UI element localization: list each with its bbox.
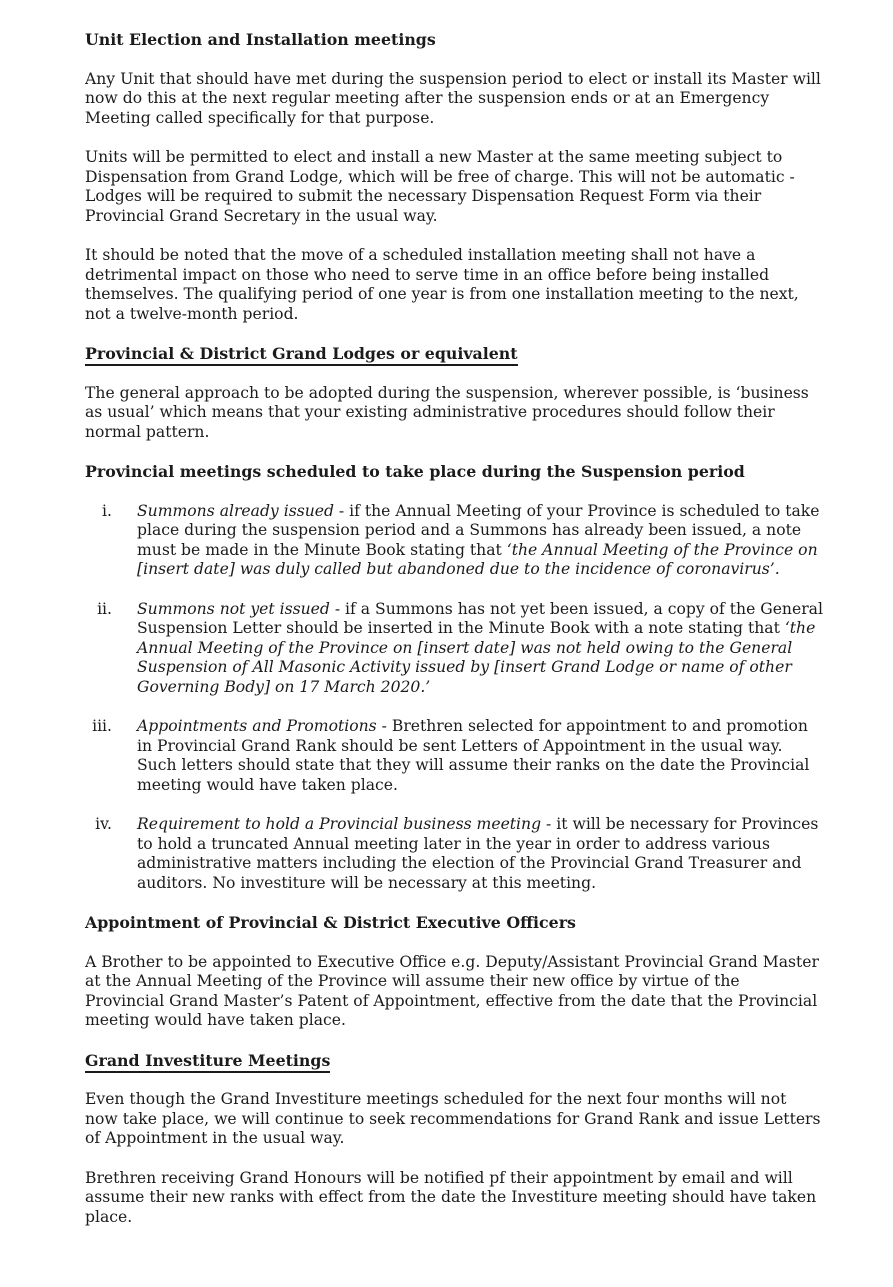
item-quote-italic: ‘the Annual Meeting of the Province on [insert date] was duly called but abandoned due to the incidence of coronavirus’. xyxy=(137,540,818,578)
paragraph-executive-office: A Brother to be appointed to Executive Office e.g. Deputy/Assistant Provincial Grand Master at the Annual Meeting of the Province will assume their new office by virtue of the Provincial Grand Master’s Patent of Appointment, effective from the date that the Provincial meeting would have taken place. xyxy=(85,952,819,1029)
item-lead-italic: Requirement to hold a Provincial business meeting xyxy=(137,815,542,833)
list-item-i xyxy=(85,502,823,580)
underlined-heading-text: Provincial & District Grand Lodges or equivalent xyxy=(85,344,518,366)
item-quote-italic: ‘the Annual Meeting of the Province on [insert date] was not held owing to the General Suspension of All Masonic Activity issued by [insert Grand Lodge or name of other Governing Body] on 17 March 2020.’ xyxy=(137,619,816,696)
underlined-heading-text: Grand Investiture Meetings xyxy=(85,1051,330,1073)
list-marker-iii: iii. xyxy=(92,717,112,735)
item-body: - it will be necessary for Provinces to hold a truncated Annual meeting later in the year in order to address various administrative matters including the election of the Provincial Grand Treasurer and auditors. No investiture will be necessary at this meeting. xyxy=(137,815,819,892)
paragraph-unit-election-2: Units will be permitted to elect and install a new Master at the same meeting subject to Dispensation from Grand Lodge, which will be free of charge. This will not be automatic - Lodges will be required to submit the necessary Dispensation Request Form via their Provincial Grand Secretary in the usual way. xyxy=(85,148,795,225)
roman-numeral-list xyxy=(85,502,823,894)
item-lead-italic: Summons not yet issued xyxy=(137,599,330,618)
list-item-text-iii xyxy=(137,717,823,795)
item-body: - if a Summons has not yet been issued, a copy of the General Suspension Letter should be inserted in the Minute Book with a note stating that xyxy=(137,599,823,637)
list-item-iv xyxy=(85,815,823,893)
list-item-iii xyxy=(85,717,823,795)
heading-grand-investiture-meetings xyxy=(85,1051,823,1071)
heading-unit-election-installation: Unit Election and Installation meetings xyxy=(85,30,436,49)
heading-provincial-district-grand-lodges xyxy=(85,344,823,364)
paragraph-grand-investiture-1: Even though the Grand Investiture meetings scheduled for the next four months will not now take place, we will continue to seek recommendations for Grand Rank and issue Letters of Appointment in the usual way. xyxy=(85,1090,821,1147)
list-marker-i: i. xyxy=(102,501,112,520)
item-body: - if the Annual Meeting of your Province is scheduled to take place during the suspension period and a Summons has already been issued, a note must be made in the Minute Book stating that xyxy=(137,501,820,559)
heading-provincial-meetings-suspension: Provincial meetings scheduled to take place during the Suspension period xyxy=(85,462,745,481)
item-lead-italic: Appointments and Promotions xyxy=(137,717,377,735)
list-item-text-ii xyxy=(137,600,823,698)
paragraph-unit-election-3: It should be noted that the move of a scheduled installation meeting shall not have a detrimental impact on those who need to serve time in an office before being installed themselves. The qualifying period of one year is from one installation meeting to the next, not a twelve-month period. xyxy=(85,246,799,323)
list-item-text-iv xyxy=(137,815,823,893)
list-marker-ii: ii. xyxy=(97,599,112,618)
list-marker-iv: iv. xyxy=(95,815,112,833)
paragraph-unit-election-1: Any Unit that should have met during the suspension period to elect or install its Master will now do this at the next regular meeting after the suspension ends or at an Emergency Meeting called specifically for that purpose. xyxy=(85,69,821,127)
item-lead-italic: Summons already issued xyxy=(137,501,334,520)
item-body: - Brethren selected for appointment to and promotion in Provincial Grand Rank should be sent Letters of Appointment in the usual way. Such letters should state that they will assume their ranks on the date the Provincial meeting would have taken place. xyxy=(137,717,810,794)
heading-appointment-executive-officers: Appointment of Provincial & District Executive Officers xyxy=(85,913,576,932)
list-item-text-i xyxy=(137,502,823,580)
paragraph-grand-investiture-2: Brethren receiving Grand Honours will be notified pf their appointment by email and will assume their new ranks with effect from the date the Investiture meeting should have taken place. xyxy=(85,1168,817,1226)
paragraph-general-approach: The general approach to be adopted during the suspension, wherever possible, is ‘business as usual’ which means that your existing administrative procedures should follow their normal pattern. xyxy=(85,383,809,441)
list-item-ii xyxy=(85,600,823,698)
